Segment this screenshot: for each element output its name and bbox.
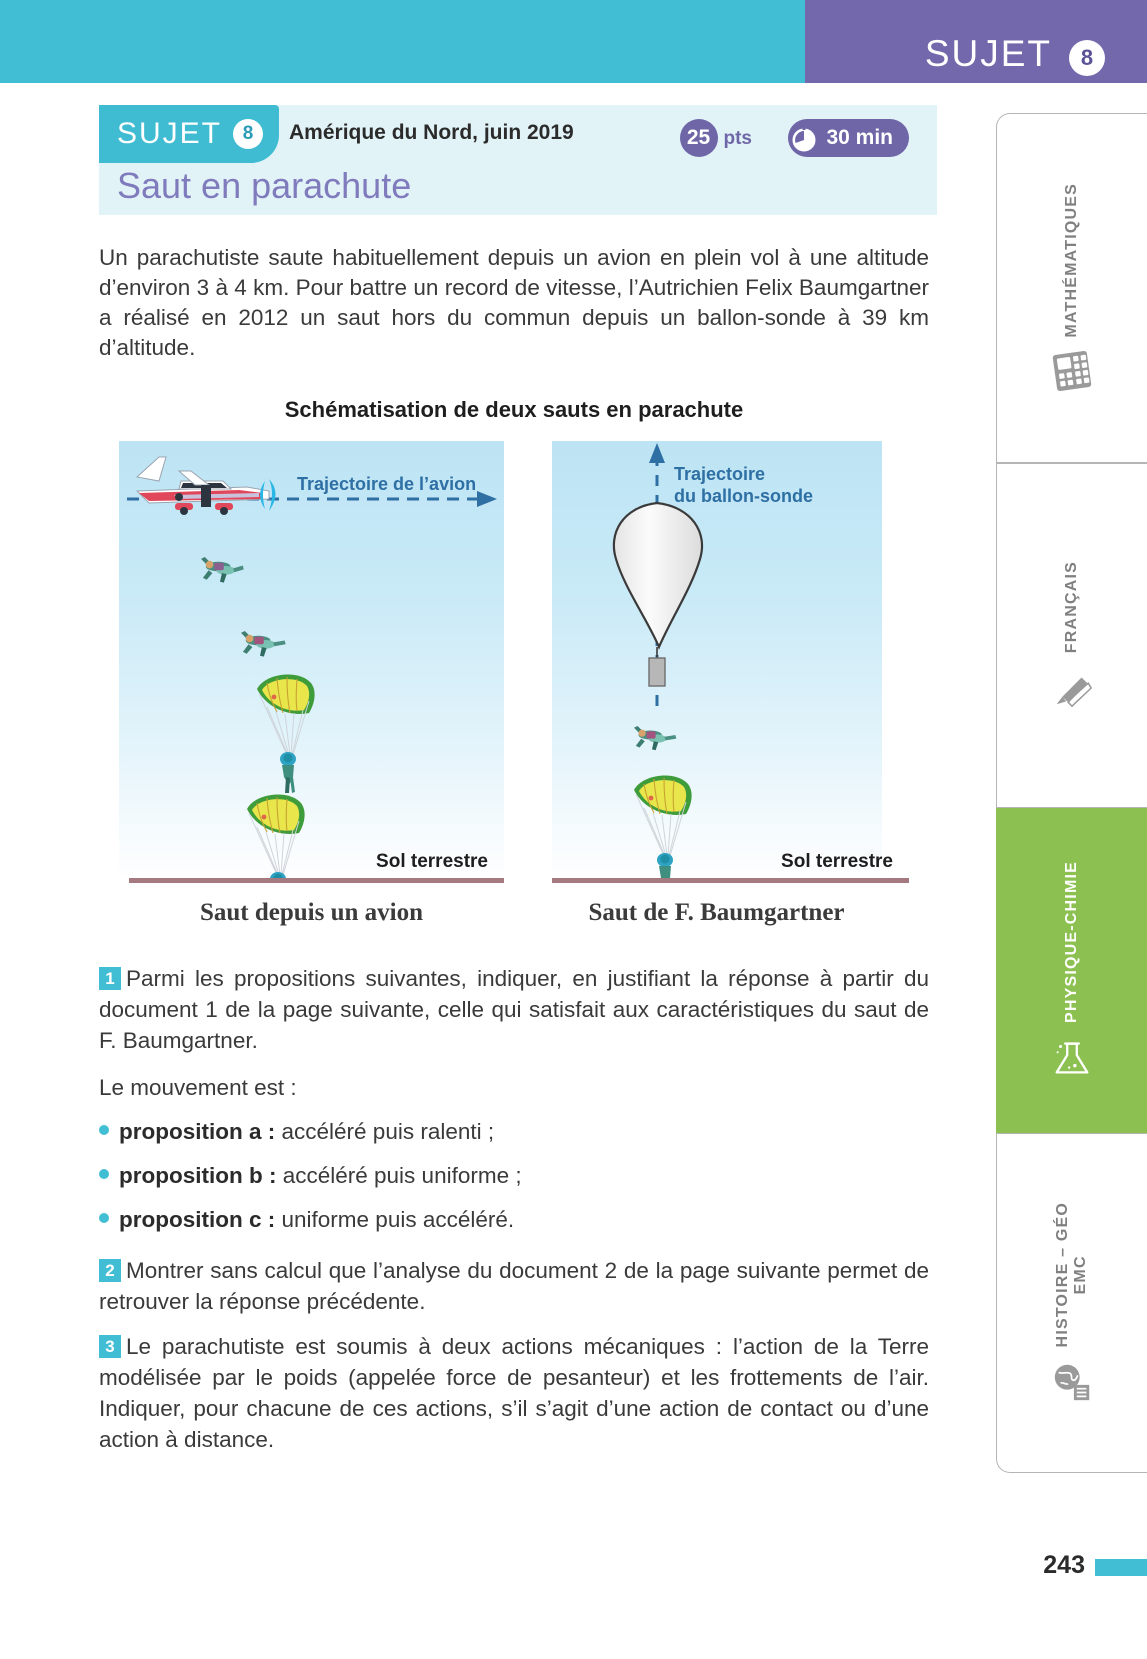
skydiver-freefall-1 <box>201 557 244 583</box>
banner-title: SUJET <box>924 33 1052 74</box>
ground-line-left <box>129 878 504 883</box>
page-footer-accent-bar <box>1095 1559 1147 1576</box>
list-item-proposition-b <box>99 1160 929 1191</box>
exercise-tag-label: SUJET <box>117 117 223 150</box>
points-label: pts <box>723 128 752 149</box>
proposition-a-text: proposition a : accéléré puis ralenti ; <box>119 1119 495 1144</box>
banner-subject-number: 8 <box>1069 40 1105 76</box>
calculator-icon <box>1049 349 1095 393</box>
skydiver-freefall-balloon <box>634 726 676 750</box>
parachutist-canopy-balloon <box>634 775 692 881</box>
bullet-icon <box>99 1169 109 1179</box>
questions-section <box>99 963 929 1455</box>
question-text-3: Le parachutiste est soumis à deux actions mécaniques : l’action de la Terre modélisée par le poids (appelée force de pesanteur) et les frottements de l’air. Indiquer, pour chacune de ces actions, s’il s’agit d’une action de contact ou d’une action à distance. <box>99 1334 929 1452</box>
page-top-banner <box>0 0 1147 83</box>
exercise-origin: Amérique du Nord, juin 2019 <box>289 121 574 144</box>
exercise-points <box>680 119 753 157</box>
question-number-2: 2 <box>99 1259 121 1282</box>
subject-side-tabs <box>996 113 1147 1473</box>
sidebar-item-label-physique-chimie: PHYSIQUE-CHIMIE <box>1063 861 1080 1024</box>
page-footer <box>0 1551 1147 1583</box>
proposition-b-text: proposition b : accéléré puis uniforme ; <box>119 1163 522 1188</box>
ground-label-left: Sol terrestre <box>376 851 488 872</box>
trajectory-label-airplane: Trajectoire de l’avion <box>297 474 477 494</box>
panel-caption-balloon: Saut de F. Baumgartner <box>588 899 845 926</box>
exercise-title: Saut en parachute <box>117 165 412 206</box>
ground-label-right: Sol terrestre <box>781 851 893 872</box>
panel-caption-airplane: Saut depuis un avion <box>199 899 424 926</box>
sidebar-item-histoire-geo-emc[interactable] <box>996 1133 1147 1473</box>
bullet-icon <box>99 1125 109 1135</box>
exercise-duration <box>788 119 909 157</box>
globe-icon <box>1049 1360 1095 1404</box>
sidebar-item-physique-chimie[interactable] <box>996 808 1147 1133</box>
figure-panel-airplane <box>119 441 504 926</box>
sidebar-item-label-histoire-geo-emc: HISTOIRE – GÉO EMC <box>1054 1202 1089 1348</box>
trajectory-label-balloon: Trajectoire du ballon-sonde <box>674 464 813 506</box>
stopwatch-icon <box>786 120 822 156</box>
exercise-tag <box>99 105 279 163</box>
exercise-tag-number: 8 <box>233 119 263 149</box>
figure-title: Schématisation de deux sauts en parachute <box>284 397 744 422</box>
list-item-proposition-a <box>99 1116 929 1147</box>
sidebar-item-francais[interactable] <box>996 463 1147 808</box>
propositions-lead-in: Le mouvement est : <box>99 1075 297 1100</box>
flask-icon <box>1049 1036 1095 1080</box>
points-value: 25 <box>680 119 718 157</box>
figure-panel-balloon <box>524 441 909 926</box>
bullet-icon <box>99 1213 109 1223</box>
page-number: 243 <box>1043 1551 1085 1579</box>
skydiver-freefall-2 <box>241 631 286 657</box>
duration-label: 30 min <box>788 119 909 157</box>
question-3 <box>99 1331 929 1455</box>
airplane-jump-scene <box>119 441 504 881</box>
question-text-1: Parmi les propositions suivantes, indiquer, en justifiant la réponse à partir du document 1 de la page suivante, celle qui satisfait aux caractéristiques du saut de F. Baumgartner. <box>99 966 929 1053</box>
question-2 <box>99 1255 929 1317</box>
question-number-1: 1 <box>99 967 121 990</box>
main-content <box>99 105 929 1469</box>
list-item-proposition-c <box>99 1204 929 1235</box>
intro-paragraph: Un parachutiste saute habituellement depuis un avion en plein vol à une altitude d’environ 3 à 4 km. Pour battre un record de vitesse, l’Autrichien Felix Baumgartner a réalisé en 2012 un saut hors du commun depuis un ballon-sonde à 39 km d’altitude. <box>99 245 929 360</box>
sidebar-item-label-francais: FRANÇAIS <box>1063 561 1080 654</box>
parachutist-canopy-2 <box>247 794 305 881</box>
ground-line-right <box>552 878 909 883</box>
figure-panels <box>99 441 929 926</box>
question-1 <box>99 963 929 1056</box>
sidebar-item-label-mathematiques: MATHÉMATIQUES <box>1063 182 1080 338</box>
proposition-c-text: proposition c : uniforme puis accéléré. <box>119 1207 515 1232</box>
banner-teal-block <box>0 0 805 83</box>
exercise-header <box>99 105 937 215</box>
airplane-illustration <box>137 457 276 515</box>
pen-book-icon <box>1049 666 1095 710</box>
parachutist-canopy-1 <box>257 674 315 793</box>
question-text-2: Montrer sans calcul que l’analyse du document 2 de la page suivante permet de retrouver la réponse précédente. <box>99 1258 929 1314</box>
sidebar-item-mathematiques[interactable] <box>996 113 1147 463</box>
balloon-jump-scene <box>524 441 909 881</box>
weather-balloon-illustration <box>614 503 702 686</box>
question-number-3: 3 <box>99 1335 121 1358</box>
